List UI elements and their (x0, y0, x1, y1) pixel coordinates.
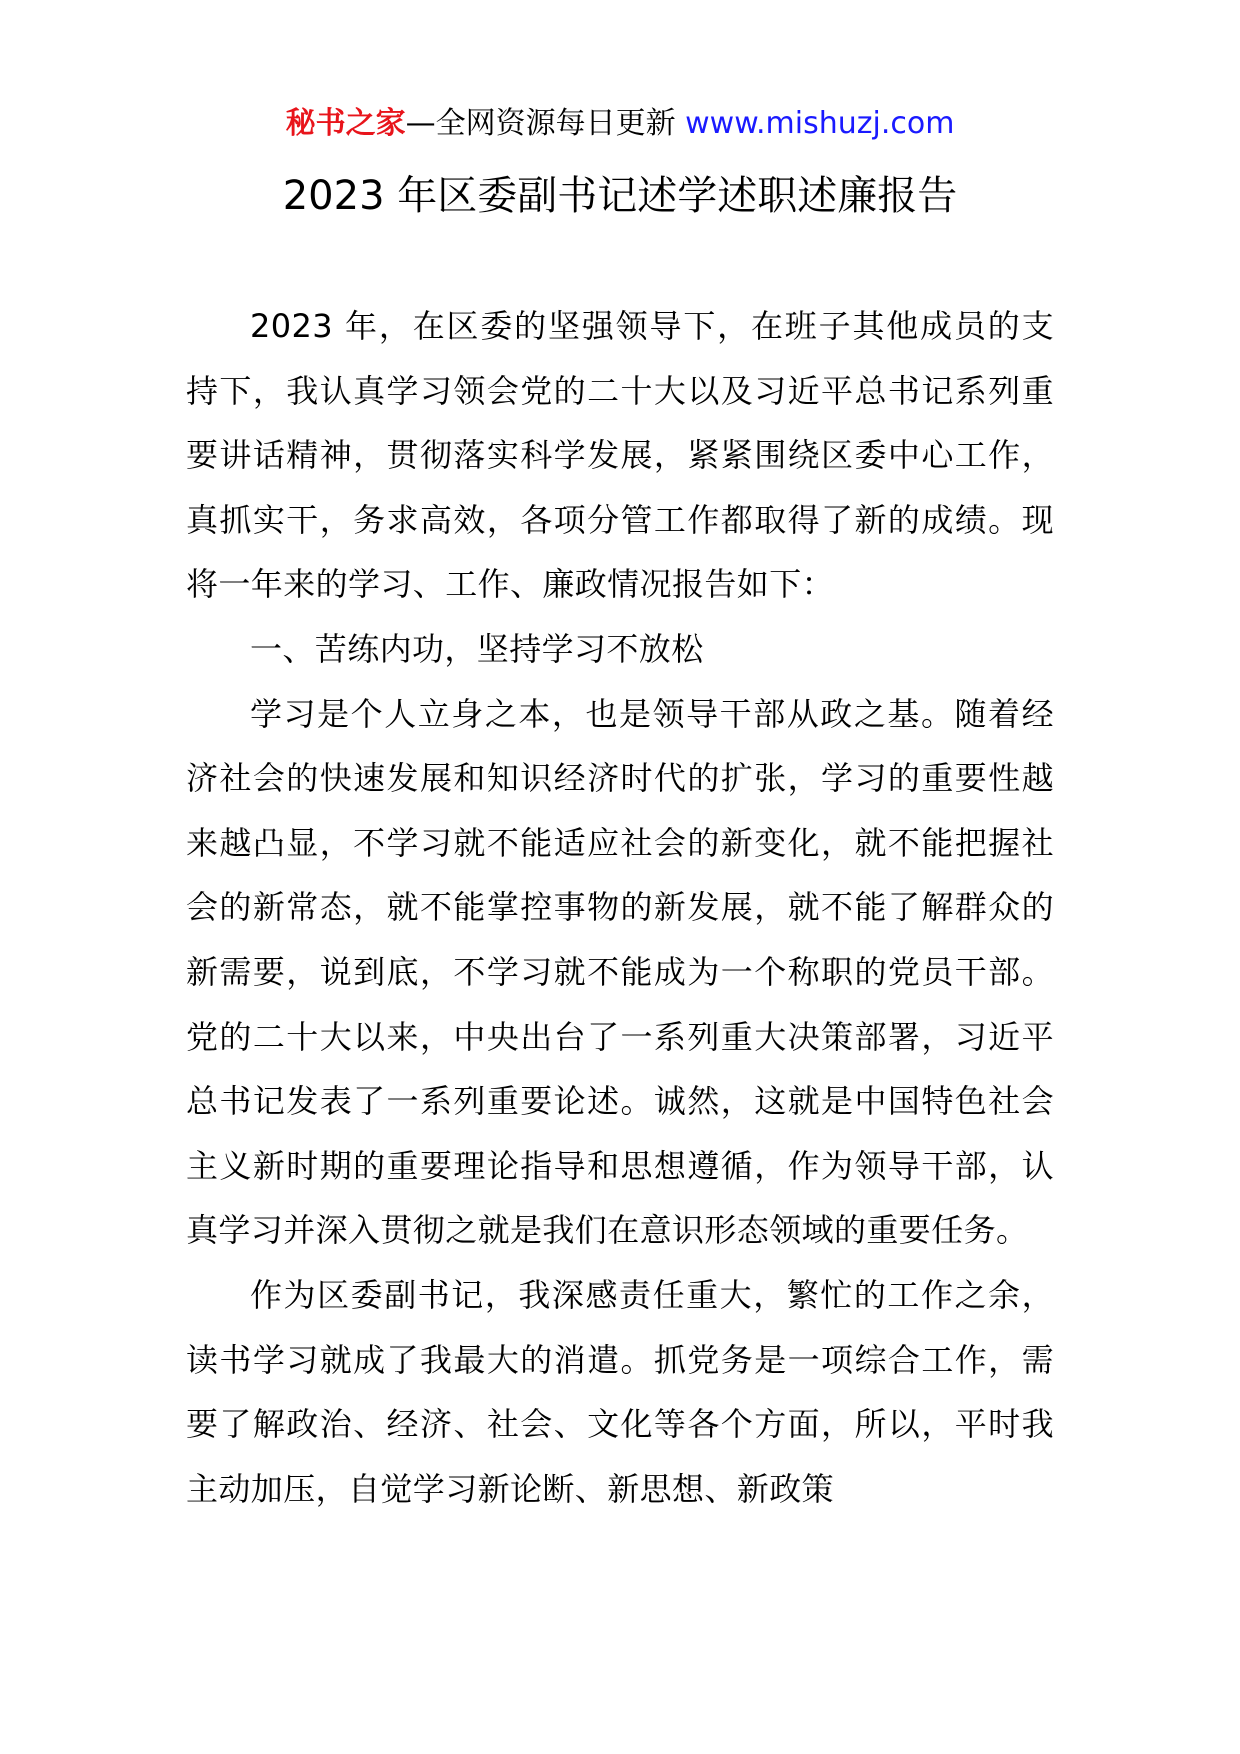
paragraph-study-2: 作为区委副书记，我深感责任重大，繁忙的工作之余，读书学习就成了我最大的消遣。抓党务是一项综合工作，需要了解政治、经济、社会、文化等各个方面，所以，平时我主动加压，自觉学习新论断、新思想、新政策 (186, 1275, 1054, 1508)
document-body (186, 294, 1054, 1521)
site-link[interactable]: www.mishuzj.com (685, 106, 955, 141)
watermark-header (0, 104, 1240, 144)
section-heading-1: 一、苦练内功，坚持学习不放松 (250, 629, 704, 668)
paragraph-intro: 2023 年，在区委的坚强领导下，在班子其他成员的支持下，我认真学习领会党的二十大以及习近平总书记系列重要讲话精神，贯彻落实科学发展，紧紧围绕区委中心工作，真抓实干，务求高效，各项分管工作都取得了新的成绩。现将一年来的学习、工作、廉政情况报告如下： (186, 307, 1054, 604)
paragraph-study-1: 学习是个人立身之本，也是领导干部从政之基。随着经济社会的快速发展和知识经济时代的扩张，学习的重要性越来越凸显，不学习就不能适应社会的新变化，就不能把握社会的新常态，就不能掌控事物的新发展，就不能了解群众的新需要，说到底，不学习就不能成为一个称职的党员干部。党的二十大以来，中央出台了一系列重大决策部署，习近平总书记发表了一系列重要论述。诚然，这就是中国特色社会主义新时期的重要理论指导和思想遵循，作为领导干部，认真学习并深入贯彻之就是我们在意识形态领域的重要任务。 (186, 694, 1054, 1250)
header-tagline: —全网资源每日更新 (405, 106, 676, 141)
document-title: 2023 年区委副书记述学述职述廉报告 (282, 173, 958, 219)
brand-name: 秘书之家 (285, 106, 406, 141)
